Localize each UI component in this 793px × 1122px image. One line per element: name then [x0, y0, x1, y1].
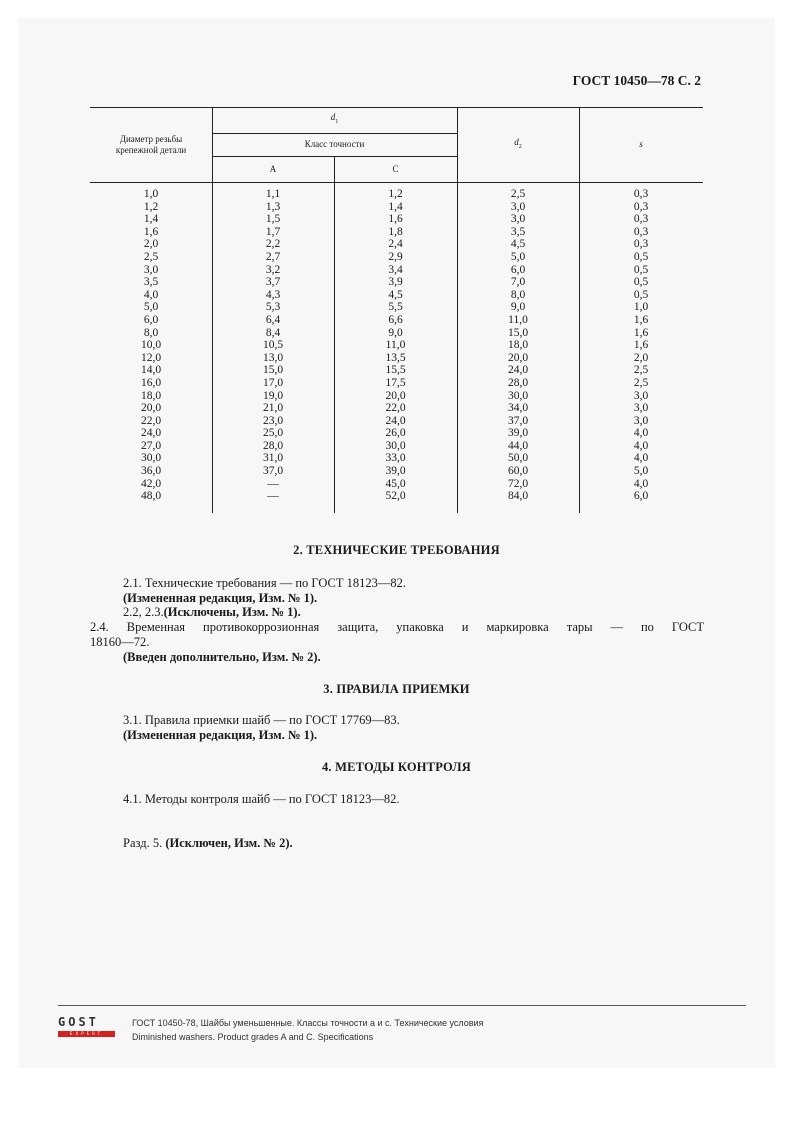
- section-5-note: [123, 836, 293, 851]
- cell-s: 4,0: [633, 439, 649, 452]
- cell-d1-class-a: —: [267, 477, 279, 490]
- cell-diameter: 27,0: [140, 439, 162, 452]
- cell-diameter: 22,0: [140, 414, 162, 427]
- cell-d1-class-c: 26,0: [385, 427, 406, 440]
- cell-d2: 3,0: [510, 213, 526, 226]
- paragraph-3-1-note: (Измененная редакция, Изм. № 1).: [123, 728, 318, 742]
- cell-s: 1,6: [633, 313, 649, 326]
- cell-d1-class-c: 15,5: [385, 364, 406, 377]
- cell-d2: 44,0: [507, 439, 529, 452]
- cell-diameter: 14,0: [140, 364, 162, 377]
- cell-d1-class-c: 9,0: [388, 326, 403, 339]
- cell-d1-class-a: 13,0: [262, 351, 284, 364]
- cell-d2: 3,5: [510, 225, 526, 238]
- cell-diameter: 2,0: [143, 238, 159, 251]
- header-s: [579, 107, 703, 182]
- logo-bottom-text: EXPERT: [58, 1031, 115, 1037]
- cell-s: 2,0: [633, 351, 649, 364]
- cell-diameter: 1,6: [143, 225, 159, 238]
- cell-diameter: 10,0: [140, 339, 162, 352]
- cell-s: 0,5: [633, 250, 649, 263]
- cell-d1-class-c: 2,4: [388, 238, 403, 251]
- footer-title-ru: ГОСТ 10450-78, Шайбы уменьшенные. Классы точности а и с. Технические условия: [132, 1018, 484, 1028]
- section-4-title: 4. МЕТОДЫ КОНТРОЛЯ: [321, 760, 472, 774]
- paragraph-2-2-number: 2.2, 2.3.: [123, 605, 164, 619]
- cell-s: 0,3: [633, 188, 649, 200]
- cell-d1-class-c: 52,0: [385, 490, 406, 503]
- cell-d1-class-c: 20,0: [385, 389, 406, 402]
- footer-divider: [58, 1005, 746, 1006]
- cell-s: 5,0: [633, 465, 649, 478]
- cell-d1-class-a: 28,0: [262, 439, 284, 452]
- cell-d2: 8,0: [510, 288, 526, 301]
- paragraph-2-4-line1: 2.4. Временная противокоррозионная защита, упаковка и маркировка тары — по ГОСТ: [90, 620, 704, 634]
- cell-d2: 15,0: [507, 326, 529, 339]
- document-reference: ГОСТ 10450—78 С. 2: [572, 73, 701, 88]
- cell-d1-class-c: 11,0: [385, 339, 406, 352]
- cell-d1-class-a: 3,7: [265, 276, 281, 289]
- cell-d1-class-a: 2,7: [265, 250, 281, 263]
- section-3-title: 3. ПРАВИЛА ПРИЕМКИ: [323, 682, 470, 696]
- cell-d1-class-a: 21,0: [262, 402, 284, 415]
- cell-d2: 2,5: [510, 188, 526, 200]
- section-2-title: 2. ТЕХНИЧЕСКИЕ ТРЕБОВАНИЯ: [293, 543, 500, 557]
- cell-s: 3,0: [633, 414, 649, 427]
- cell-d1-class-a: 1,1: [265, 188, 281, 200]
- cell-d1-class-a: 15,0: [262, 364, 284, 377]
- cell-d1-class-c: 39,0: [385, 465, 406, 478]
- cell-d1-class-c: 22,0: [385, 402, 406, 415]
- header-diameter-label: Диаметр резьбы крепежной детали: [115, 133, 187, 155]
- cell-diameter: 1,0: [143, 188, 159, 200]
- header-diameter: [90, 107, 212, 182]
- cell-d2: 50,0: [507, 452, 529, 465]
- header-s-symbol: s: [639, 139, 643, 149]
- cell-d1-class-a: 19,0: [262, 389, 284, 402]
- paragraph-2-1-note: (Измененная редакция, Изм. № 1).: [123, 591, 318, 605]
- paragraph-2-4-line2: 18160—72.: [90, 635, 150, 649]
- cell-s: 3,0: [633, 389, 649, 402]
- cell-d2: 18,0: [507, 339, 529, 352]
- cell-d1-class-a: 3,2: [265, 263, 281, 276]
- header-d2-symbol: d: [514, 136, 519, 147]
- cell-s: 1,0: [633, 301, 649, 314]
- header-class-c: [334, 156, 457, 182]
- cell-d2: 84,0: [507, 490, 529, 503]
- cell-d1-class-a: —: [267, 490, 279, 503]
- cell-d2: 60,0: [507, 465, 529, 478]
- cell-diameter: 48,0: [140, 490, 162, 503]
- cell-d1-class-c: 3,9: [388, 276, 403, 289]
- cell-diameter: 4,0: [143, 288, 159, 301]
- header-d2-subscript: 2: [518, 143, 522, 150]
- cell-d1-class-c: 33,0: [385, 452, 406, 465]
- cell-d1-class-c: 1,2: [388, 188, 403, 200]
- cell-s: 1,6: [633, 339, 649, 352]
- cell-d1-class-c: 30,0: [385, 439, 406, 452]
- cell-s: 0,5: [633, 276, 649, 289]
- cell-d2: 6,0: [510, 263, 526, 276]
- cell-d2: 30,0: [507, 389, 529, 402]
- cell-d1-class-c: 4,5: [388, 288, 403, 301]
- cell-d2: 7,0: [510, 276, 526, 289]
- column-diameter: [90, 188, 212, 503]
- cell-d2: 72,0: [507, 477, 529, 490]
- cell-d1-class-a: 25,0: [262, 427, 284, 440]
- cell-d1-class-c: 2,9: [388, 250, 403, 263]
- cell-d1-class-a: 37,0: [262, 465, 284, 478]
- cell-diameter: 8,0: [143, 326, 159, 339]
- cell-diameter: 16,0: [140, 376, 162, 389]
- cell-d1-class-a: 31,0: [262, 452, 284, 465]
- cell-d1-class-a: 2,2: [265, 238, 281, 251]
- header-d1-subscript: 1: [335, 118, 339, 125]
- cell-s: 2,5: [633, 364, 649, 377]
- paragraph-3-1: 3.1. Правила приемки шайб — по ГОСТ 17769—83.: [123, 713, 400, 727]
- cell-d2: 3,0: [510, 200, 526, 213]
- paragraph-2-4-note: (Введен дополнительно, Изм. № 2).: [123, 650, 321, 664]
- column-d1-class-a: [212, 188, 334, 503]
- cell-d1-class-c: 3,4: [388, 263, 403, 276]
- cell-diameter: 36,0: [140, 465, 162, 478]
- header-class-c-label: С: [392, 163, 399, 174]
- cell-d2: 34,0: [507, 402, 529, 415]
- cell-s: 6,0: [633, 490, 649, 503]
- cell-d1-class-c: 6,6: [388, 313, 403, 326]
- cell-diameter: 42,0: [140, 477, 162, 490]
- cell-d1-class-a: 1,7: [265, 225, 281, 238]
- header-d1: [212, 107, 457, 133]
- column-s: [579, 188, 703, 503]
- cell-diameter: 1,2: [143, 200, 159, 213]
- header-class: [212, 133, 457, 156]
- header-d1-symbol: d: [330, 112, 336, 123]
- header-class-a-label: А: [269, 163, 277, 174]
- cell-d1-class-c: 17,5: [385, 376, 406, 389]
- cell-s: 0,3: [633, 225, 649, 238]
- cell-s: 4,0: [633, 452, 649, 465]
- cell-d1-class-a: 17,0: [262, 376, 284, 389]
- cell-s: 0,3: [633, 200, 649, 213]
- cell-d2: 28,0: [507, 376, 529, 389]
- section-5-prefix: Разд. 5.: [123, 836, 163, 850]
- column-d1-class-c: [334, 188, 457, 503]
- cell-d1-class-a: 5,3: [265, 301, 281, 314]
- header-class-label: Класс точности: [304, 139, 365, 149]
- cell-d2: 39,0: [507, 427, 529, 440]
- cell-s: 0,3: [633, 238, 649, 251]
- cell-s: 2,5: [633, 376, 649, 389]
- cell-d2: 9,0: [510, 301, 526, 314]
- cell-s: 0,3: [633, 213, 649, 226]
- paragraph-2-2: [123, 605, 301, 620]
- cell-diameter: 30,0: [140, 452, 162, 465]
- cell-diameter: 3,0: [143, 263, 159, 276]
- cell-d1-class-c: 1,8: [388, 225, 403, 238]
- cell-diameter: 18,0: [140, 389, 162, 402]
- cell-diameter: 24,0: [140, 427, 162, 440]
- cell-diameter: 2,5: [143, 250, 159, 263]
- cell-d1-class-c: 5,5: [388, 301, 403, 314]
- cell-diameter: 6,0: [143, 313, 159, 326]
- cell-s: 4,0: [633, 427, 649, 440]
- cell-d1-class-c: 1,4: [388, 200, 403, 213]
- cell-d2: 11,0: [508, 313, 528, 326]
- cell-s: 3,0: [633, 402, 649, 415]
- cell-d2: 20,0: [507, 351, 529, 364]
- cell-d1-class-a: 1,3: [265, 200, 281, 213]
- cell-d1-class-a: 10,5: [262, 339, 284, 352]
- cell-s: 0,5: [633, 263, 649, 276]
- paragraph-2-1: 2.1. Технические требования — по ГОСТ 18123—82.: [123, 576, 406, 590]
- cell-d1-class-c: 24,0: [385, 414, 406, 427]
- section-5-excluded-note: (Исключен, Изм. № 2).: [165, 836, 293, 850]
- logo-top-text: GOST: [58, 1015, 99, 1029]
- cell-d2: 5,0: [510, 250, 526, 263]
- cell-diameter: 20,0: [140, 402, 162, 415]
- cell-diameter: 12,0: [140, 351, 162, 364]
- cell-diameter: 1,4: [143, 213, 159, 226]
- footer-title-en: Diminished washers. Product grades A and C. Specifications: [132, 1032, 374, 1042]
- washer-dimensions-table: [90, 107, 703, 513]
- cell-d1-class-c: 45,0: [385, 477, 406, 490]
- cell-d1-class-a: 4,3: [265, 288, 281, 301]
- gost-expert-logo: [58, 1016, 115, 1037]
- cell-d1-class-a: 23,0: [262, 414, 284, 427]
- column-d2: [457, 188, 579, 503]
- cell-s: 4,0: [633, 477, 649, 490]
- cell-d2: 4,5: [510, 238, 526, 251]
- cell-d1-class-c: 1,6: [388, 213, 403, 226]
- cell-d2: 24,0: [507, 364, 529, 377]
- paragraph-2-2-note: (Исключены, Изм. № 1).: [163, 605, 301, 619]
- cell-diameter: 5,0: [143, 301, 159, 314]
- header-class-a: [212, 156, 334, 182]
- cell-d1-class-c: 13,5: [385, 351, 406, 364]
- cell-s: 0,5: [633, 288, 649, 301]
- cell-d1-class-a: 8,4: [265, 326, 281, 339]
- cell-s: 1,6: [633, 326, 649, 339]
- cell-diameter: 3,5: [143, 276, 159, 289]
- cell-d2: 37,0: [507, 414, 529, 427]
- cell-d1-class-a: 1,5: [265, 213, 281, 226]
- cell-d1-class-a: 6,4: [265, 313, 281, 326]
- paragraph-4-1: 4.1. Методы контроля шайб — по ГОСТ 18123—82.: [123, 792, 400, 806]
- header-d2: [457, 107, 579, 182]
- table-header-rule: [90, 182, 703, 183]
